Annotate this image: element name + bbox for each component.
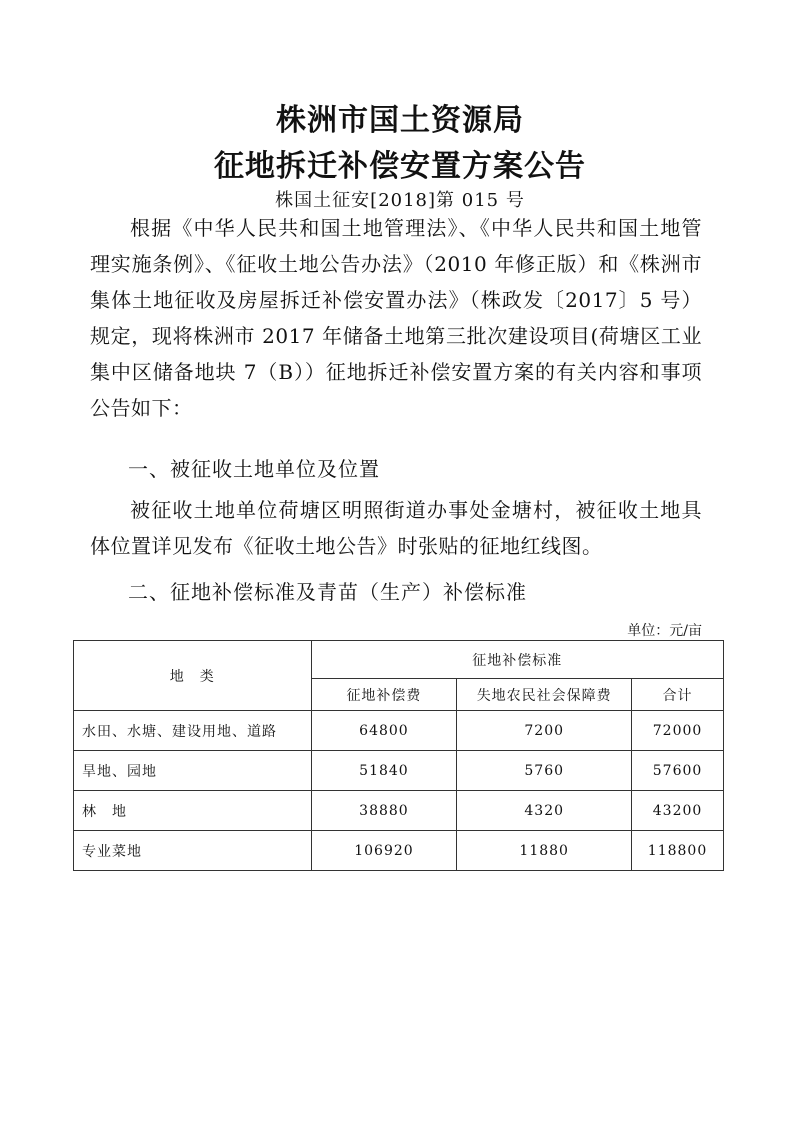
cell-land-type: 专业菜地 xyxy=(74,831,312,871)
section2-heading: 二、征地补偿标准及青苗（生产）补偿标准 xyxy=(128,580,527,604)
table-unit-label: 单位：元/亩 xyxy=(627,623,702,639)
cell-land-type: 林 地 xyxy=(74,791,312,831)
cell-total: 43200 xyxy=(632,791,724,831)
document-number: 株国土征安[2018]第 015 号 xyxy=(275,190,525,211)
cell-land-type: 旱地、园地 xyxy=(74,751,312,791)
table-row xyxy=(74,751,724,791)
table-row xyxy=(74,791,724,831)
document-title-line2: 征地拆迁补偿安置方案公告 xyxy=(214,149,586,184)
table-row xyxy=(74,831,724,871)
header-land-type: 地 类 xyxy=(74,641,312,711)
intro-paragraph: 根据《中华人民共和国土地管理法》、《中华人民共和国土地管理实施条例》、《征收土地公告办法》（2010 年修正版）和《株洲市集体土地征收及房屋拆迁补偿安置办法》（株政发〔2017〕5 号）规定，现将株洲市 2017 年储备土地第三批次建设项目(荷塘区工业集中区储备地块 7（B））征地拆迁补偿安置方案的有关内容和事项公告如下： xyxy=(90,216,702,420)
section1-heading: 一、被征收土地单位及位置 xyxy=(128,457,380,481)
cell-land-type: 水田、水塘、建设用地、道路 xyxy=(74,711,312,751)
header-compensation-fee: 征地补偿费 xyxy=(311,679,457,711)
cell-total: 118800 xyxy=(632,831,724,871)
section1-paragraph: 被征收土地单位荷塘区明照街道办事处金塘村，被征收土地具体位置详见发布《征收土地公告》时张贴的征地红线图。 xyxy=(90,498,702,558)
cell-total: 57600 xyxy=(632,751,724,791)
document-title-line1: 株洲市国土资源局 xyxy=(276,103,524,138)
header-total: 合计 xyxy=(632,679,724,711)
cell-social-security-fee: 4320 xyxy=(457,791,632,831)
header-social-security-fee: 失地农民社会保障费 xyxy=(457,679,632,711)
cell-compensation-fee: 38880 xyxy=(311,791,457,831)
cell-social-security-fee: 11880 xyxy=(457,831,632,871)
table-row xyxy=(74,711,724,751)
cell-social-security-fee: 5760 xyxy=(457,751,632,791)
cell-social-security-fee: 7200 xyxy=(457,711,632,751)
compensation-table xyxy=(73,640,724,871)
header-compensation-standard: 征地补偿标准 xyxy=(311,641,723,679)
cell-compensation-fee: 64800 xyxy=(311,711,457,751)
cell-compensation-fee: 51840 xyxy=(311,751,457,791)
cell-compensation-fee: 106920 xyxy=(311,831,457,871)
cell-total: 72000 xyxy=(632,711,724,751)
